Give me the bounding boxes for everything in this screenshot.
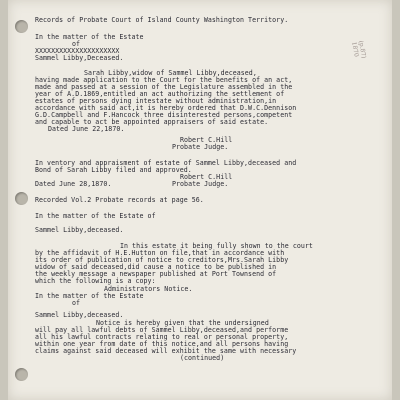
judge-signature: Robert C.Hill: [180, 173, 233, 181]
paragraph-line: year of A.D.1869,entitled an act authorizing the settlement of: [35, 90, 285, 98]
paragraph-line: all his lawful contracts relating to real or personal property,: [35, 333, 289, 341]
paragraph-line: Notice is hereby given that the undersigned: [96, 319, 269, 327]
paragraph-line: claims against said deceased will exhibit the same with necessary: [35, 347, 297, 355]
decedent-name: Sammel Libby,deceased.: [35, 226, 124, 234]
order-date: Dated June 22,1870.: [48, 125, 125, 133]
paragraph-line: In this estate it being fully shown to the court: [120, 242, 313, 250]
judge-title: Probate Judge.: [172, 143, 229, 151]
judge-title: Probate Judge.: [172, 180, 229, 188]
paragraph-line: Sarah Libby,widow of Sammel Libby,deceased,: [84, 69, 257, 77]
document-page: [8, 0, 392, 400]
notice-title: Administrators Notice.: [104, 285, 193, 293]
paragraph-line: by the affidavit of H.E.Hutton on file,that in accordance with: [35, 249, 285, 257]
paragraph-line: within one year from date of this notice,and all persons having: [35, 340, 289, 348]
decedent-name: Sammel Libby,Deceased.: [35, 54, 124, 62]
page-heading: Records of Probate Court of Island County Washington Territory.: [35, 16, 289, 24]
paragraph-line: G.D.Campbell and F.Hancock three disinterested persons,competent: [35, 111, 293, 119]
judge-signature: Robert C.Hill: [180, 136, 233, 144]
punch-hole: [15, 192, 28, 205]
inventory-line: Bond of Sarah Libby filed and approved.: [35, 166, 192, 174]
paragraph-line: its order of publication of notice to creditors,Mrs.Sarah Libby: [35, 256, 289, 264]
continued-label: (continued): [180, 354, 225, 362]
matter-of: of: [72, 299, 81, 307]
paragraph-line: made and passed at a session of the Legislature assembled in the: [35, 83, 293, 91]
punch-hole: [15, 20, 28, 33]
paragraph-line: which the following is a copy:: [35, 277, 156, 285]
matter-intro: In the matter of the Estate of: [35, 212, 156, 220]
matter-intro: In the matter of the Estate: [35, 33, 144, 41]
paragraph-line: estates of persons dying intestate without administration,in: [35, 97, 277, 105]
decedent-name: Sammel Libby,deceased.: [35, 311, 124, 319]
margin-note: (p.87) 1870: [350, 40, 368, 60]
paragraph-line: having made application to the Court for the benefits of an act,: [35, 76, 293, 84]
struck-out-text: XXXXXXXXXXXXXXXXXXXXX: [35, 47, 120, 55]
paragraph-line: and capable to act be appointed appraisers of said estate.: [35, 118, 269, 126]
bond-date: Dated June 28,1870.: [35, 180, 112, 188]
punch-hole: [15, 368, 28, 381]
matter-of: of: [72, 40, 81, 48]
paragraph-line: the weekly message a newspaper published at Port Townsend of: [35, 270, 277, 278]
recorded-note: Recorded Vol.2 Probate records at page 56.: [35, 196, 204, 204]
paragraph-line: accordance with said act,it is hereby ordered that D.W.C.Dennison: [35, 104, 297, 112]
paragraph-line: will pay all lawful debts of Sammel Libby,deceased,and performe: [35, 326, 289, 334]
paragraph-line: widow of said deceased,did cause a notice to be published in: [35, 263, 277, 271]
matter-intro: In the matter of the Estate: [35, 292, 144, 300]
inventory-line: In ventory and appraisment of estate of Sammel Libby,deceased and: [35, 159, 297, 167]
